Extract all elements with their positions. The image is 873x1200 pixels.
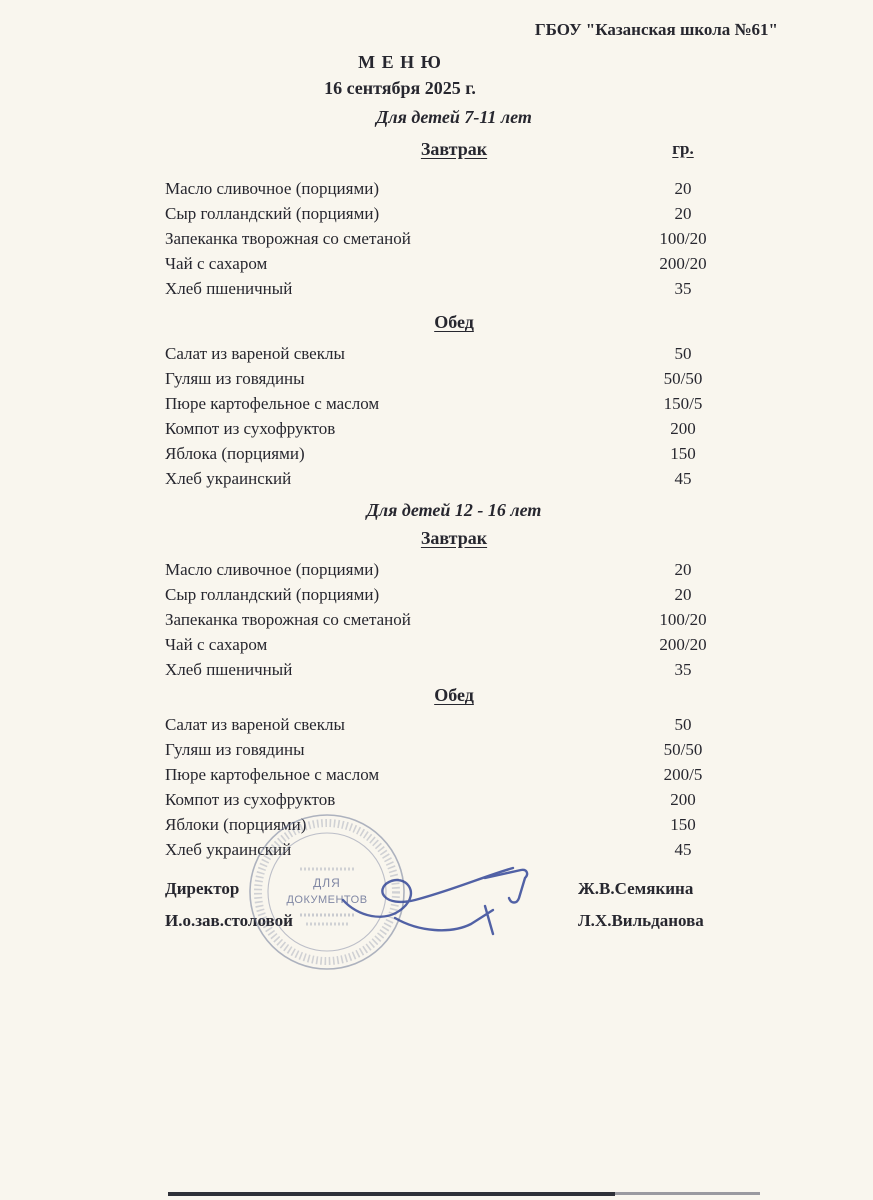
signature-role: И.о.зав.столовой <box>165 911 293 930</box>
signature-role: Директор <box>165 879 240 898</box>
menu-item-row <box>165 366 743 391</box>
meal-heading: Завтрак <box>420 528 488 548</box>
scan-artifact-line <box>615 1192 760 1195</box>
dish-name: Масло сливочное (порциями) <box>165 179 379 198</box>
scan-artifact-line <box>168 1192 615 1196</box>
dish-amount: 200/5 <box>663 765 703 784</box>
dish-amount: 35 <box>674 660 692 679</box>
dish-amount: 200/20 <box>659 635 707 654</box>
dish-name: Хлеб украинский <box>165 840 292 859</box>
menu-item-row <box>165 787 743 812</box>
meal-heading-row <box>165 682 743 708</box>
menu-item-row <box>165 837 743 862</box>
dish-name: Хлеб украинский <box>165 469 292 488</box>
breakfast-list <box>165 176 743 301</box>
meal-heading-row <box>165 136 743 162</box>
menu-date: 16 сентября 2025 г. <box>324 78 476 98</box>
lunch-list <box>165 341 743 491</box>
menu-item-row <box>165 391 743 416</box>
meal-heading: Обед <box>434 312 474 332</box>
org-header: ГБОУ "Казанская школа №61" <box>534 20 778 39</box>
dish-name: Запеканка творожная со сметаной <box>165 610 411 629</box>
menu-title: М Е Н Ю <box>358 52 442 72</box>
dish-name: Сыр голландский (порциями) <box>165 585 380 604</box>
menu-item-row <box>165 607 743 632</box>
dish-name: Масло сливочное (порциями) <box>165 560 379 579</box>
signature-row <box>165 876 743 902</box>
age-group-heading: Для детей 7-11 лет <box>376 107 532 127</box>
menu-item-row <box>165 657 743 682</box>
meal-heading-row <box>165 525 743 551</box>
dish-name: Хлеб пшеничный <box>165 279 293 298</box>
menu-item-row <box>165 557 743 582</box>
dish-amount: 45 <box>674 469 692 488</box>
dish-name: Гуляш из говядины <box>165 369 305 388</box>
dish-amount: 50 <box>674 344 692 363</box>
dish-amount: 20 <box>674 560 692 579</box>
dish-amount: 20 <box>674 179 692 198</box>
dish-name: Пюре картофельное с маслом <box>165 765 380 784</box>
dish-name: Гуляш из говядины <box>165 740 305 759</box>
dish-amount: 35 <box>674 279 692 298</box>
dish-name: Сыр голландский (порциями) <box>165 204 380 223</box>
dish-amount: 200 <box>670 419 696 438</box>
dish-name: Салат из вареной свеклы <box>165 715 345 734</box>
menu-item-row <box>165 737 743 762</box>
dish-name: Хлеб пшеничный <box>165 660 293 679</box>
menu-item-row <box>165 341 743 366</box>
dish-amount: 20 <box>674 585 692 604</box>
menu-item-row <box>165 176 743 201</box>
menu-item-row <box>165 416 743 441</box>
stamp-text-line2: ДОКУМЕНТОВ <box>286 894 368 906</box>
menu-item-row <box>165 226 743 251</box>
dish-name: Салат из вареной свеклы <box>165 344 345 363</box>
unit-header: гр. <box>672 139 694 158</box>
dish-amount: 200 <box>670 790 696 809</box>
menu-item-row <box>165 201 743 226</box>
dish-amount: 50 <box>674 715 692 734</box>
signature-block <box>165 876 743 934</box>
menu-item-row <box>165 582 743 607</box>
dish-name: Пюре картофельное с маслом <box>165 394 380 413</box>
dish-amount: 45 <box>674 840 692 859</box>
menu-item-row <box>165 632 743 657</box>
dish-amount: 50/50 <box>663 740 703 759</box>
menu-item-row <box>165 251 743 276</box>
dish-amount: 20 <box>674 204 692 223</box>
meal-heading: Обед <box>434 685 474 705</box>
signature-row <box>165 908 743 934</box>
menu-item-row <box>165 466 743 491</box>
dish-amount: 50/50 <box>663 369 703 388</box>
menu-item-row <box>165 441 743 466</box>
stamp-text-line1: ДЛЯ <box>313 876 341 890</box>
lunch-list <box>165 712 743 862</box>
dish-amount: 150 <box>670 815 696 834</box>
signature-name: Ж.В.Семякина <box>578 879 694 898</box>
menu-item-row <box>165 762 743 787</box>
dish-name: Чай с сахаром <box>165 635 268 654</box>
dish-name: Компот из сухофруктов <box>165 419 336 438</box>
meal-heading-row <box>165 309 743 335</box>
dish-name: Чай с сахаром <box>165 254 268 273</box>
dish-name: Запеканка творожная со сметаной <box>165 229 411 248</box>
meal-heading: Завтрак <box>420 139 488 159</box>
dish-name: Компот из сухофруктов <box>165 790 336 809</box>
dish-amount: 100/20 <box>659 229 707 248</box>
title-block <box>70 52 730 99</box>
menu-item-row <box>165 712 743 737</box>
menu-item-row <box>165 276 743 301</box>
dish-amount: 200/20 <box>659 254 707 273</box>
menu-content <box>165 106 743 934</box>
breakfast-list <box>165 557 743 682</box>
dish-amount: 150 <box>670 444 696 463</box>
dish-amount: 150/5 <box>663 394 703 413</box>
dish-name: Яблоки (порциями) <box>165 815 307 834</box>
dish-amount: 100/20 <box>659 610 707 629</box>
menu-item-row <box>165 812 743 837</box>
dish-name: Яблока (порциями) <box>165 444 305 463</box>
age-group-heading: Для детей 12 - 16 лет <box>366 500 542 520</box>
signature-name: Л.Х.Вильданова <box>578 911 704 930</box>
